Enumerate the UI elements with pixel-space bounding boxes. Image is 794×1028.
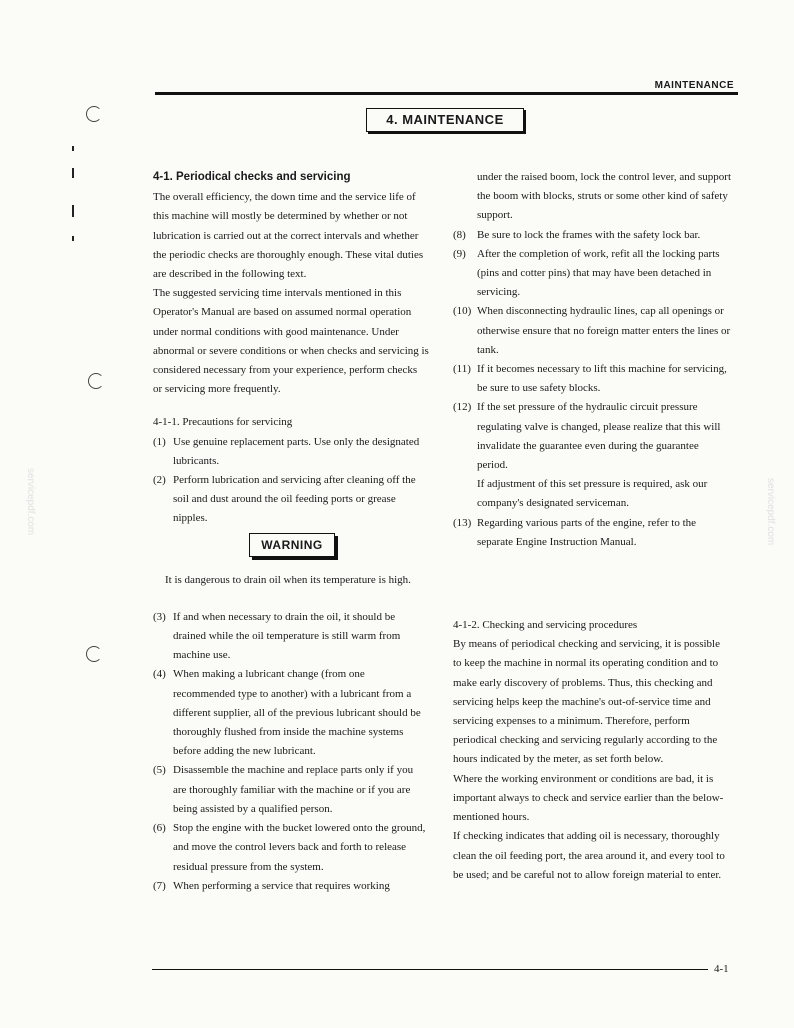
page-number: 4-1 bbox=[714, 963, 729, 975]
item-text: Disassemble the machine and replace parts only if you are thoroughly familiar with the machine or if you are being assisted by a qualified person. bbox=[173, 764, 414, 815]
subsection-title: 4-1-2. Checking and servicing procedures bbox=[453, 619, 638, 632]
item-text: Use genuine replacement parts. Use only the designated lubricants. bbox=[173, 435, 420, 467]
item-note: If adjustment of this set pressure is required, ask our company's designated serviceman. bbox=[477, 478, 708, 510]
right-column bbox=[453, 168, 731, 885]
procedure-paragraph: If checking indicates that adding oil is necessary, thoroughly clean the oil feeding port, the area around it, and every tool to be used; and be careful not to allow foreign material to enter. bbox=[453, 830, 725, 881]
item-text: Perform lubrication and servicing after cleaning off the soil and dust around the oil feeding ports or grease nipples. bbox=[173, 474, 416, 525]
section-title: 4-1. Periodical checks and servicing bbox=[153, 171, 351, 183]
item-text: When making a lubricant change (from one recommended type to another) with a lubricant from a different supplier, all of the previous lubricant should be thoroughly flushed from inside the machine systems before adding the new lubricant. bbox=[173, 668, 421, 758]
binding-mark bbox=[72, 236, 74, 241]
chapter-title: 4. MAINTENANCE bbox=[366, 108, 524, 132]
item-text: When performing a service that requires working bbox=[173, 879, 390, 892]
procedure-paragraph: By means of periodical checking and servicing, it is possible to keep the machine in normal its operating condition and to make early discovery of problems. Thus, this checking and servicing helps keep the machine's out-of-service time and servicing expenses to a minimum. Therefore, perform periodical checking and servicing regularly according to the hours indicated by the meter, as set forth below. bbox=[453, 638, 720, 766]
item-number: (9) bbox=[453, 247, 466, 260]
binding-mark bbox=[72, 168, 74, 178]
item-number: (1) bbox=[153, 435, 166, 448]
item-text: If and when necessary to drain the oil, it should be drained while the oil temperature is still warm from machine use. bbox=[173, 610, 401, 662]
item-number: (5) bbox=[153, 764, 166, 777]
warning-block bbox=[153, 529, 429, 571]
item-text: If the set pressure of the hydraulic circuit pressure regulating valve is changed, please realize that this will invalidate the guarantee even during the guarantee period. bbox=[477, 401, 721, 472]
item-text: Stop the engine with the bucket lowered onto the ground, and move the control levers back and forth to release residual pressure from the system. bbox=[173, 822, 426, 873]
item-number: (4) bbox=[153, 668, 166, 681]
item-text: Regarding various parts of the engine, refer to the separate Engine Instruction Manual. bbox=[477, 516, 697, 548]
item-number: (3) bbox=[153, 610, 166, 623]
item-number: (11) bbox=[453, 363, 471, 376]
procedure-paragraph: Where the working environment or conditions are bad, it is important always to check and service earlier than the below-mentioned hours. bbox=[453, 772, 724, 824]
list-item bbox=[453, 514, 731, 552]
item-number: (6) bbox=[153, 822, 166, 835]
header-rule bbox=[155, 92, 738, 95]
warning-text: It is dangerous to drain oil when its temperature is high. bbox=[165, 573, 411, 586]
item-text: Be sure to lock the frames with the safety lock bar. bbox=[477, 228, 701, 241]
list-item bbox=[453, 245, 731, 303]
subsection-title: 4-1-1. Precautions for servicing bbox=[153, 416, 293, 429]
list-item bbox=[153, 608, 429, 666]
item-number: (13) bbox=[453, 516, 472, 529]
punch-hole-top bbox=[86, 106, 102, 122]
item-text: If it becomes necessary to lift this machine for servicing, be sure to use safety blocks. bbox=[477, 363, 727, 395]
list-item bbox=[453, 302, 731, 360]
list-item bbox=[453, 398, 731, 475]
item-text: When disconnecting hydraulic lines, cap all openings or otherwise ensure that no foreign matter enters the lines or tank. bbox=[477, 305, 731, 356]
watermark-left: servicepdf.com bbox=[25, 468, 36, 536]
list-item bbox=[153, 819, 429, 877]
item-number: (12) bbox=[453, 401, 472, 414]
footer-rule bbox=[152, 969, 708, 970]
punch-hole-bottom bbox=[86, 646, 102, 662]
binding-mark bbox=[72, 205, 74, 217]
intro-paragraph: The overall efficiency, the down time and the service life of this machine will mostly be determined by whether or not lubrication is carried out at the correct intervals and whether the periodic checks are thoroughly enough. These vital duties are described in the following text. bbox=[153, 191, 424, 281]
list-item bbox=[153, 761, 429, 819]
item-number: (7) bbox=[153, 879, 166, 892]
continuation-text: under the raised boom, lock the control lever, and support the boom with blocks, struts or some other kind of safety support. bbox=[477, 171, 732, 222]
list-item bbox=[153, 471, 429, 529]
item-number: (2) bbox=[153, 474, 166, 487]
list-item bbox=[453, 226, 731, 245]
warning-label: WARNING bbox=[249, 533, 335, 557]
list-item bbox=[153, 877, 429, 896]
item-number: (8) bbox=[453, 228, 466, 241]
watermark-right: servicepdf.com bbox=[765, 478, 776, 546]
item-text: After the completion of work, refit all the locking parts (pins and cotter pins) that may have been detached in servicing. bbox=[477, 247, 720, 299]
item-number: (10) bbox=[453, 305, 472, 318]
intro-paragraph: The suggested servicing time intervals mentioned in this Operator's Manual are based on assumed normal operation under normal conditions with good maintenance. Under abnormal or severe conditions or when checks and servicing is considered necessary from your experience, perform checks or servicing more frequently. bbox=[153, 287, 429, 396]
list-item bbox=[153, 433, 429, 471]
left-column bbox=[153, 168, 429, 896]
list-item bbox=[453, 360, 731, 398]
binding-mark bbox=[72, 146, 74, 151]
punch-hole-middle bbox=[88, 373, 104, 389]
list-item bbox=[153, 665, 429, 761]
running-header: MAINTENANCE bbox=[654, 80, 734, 91]
